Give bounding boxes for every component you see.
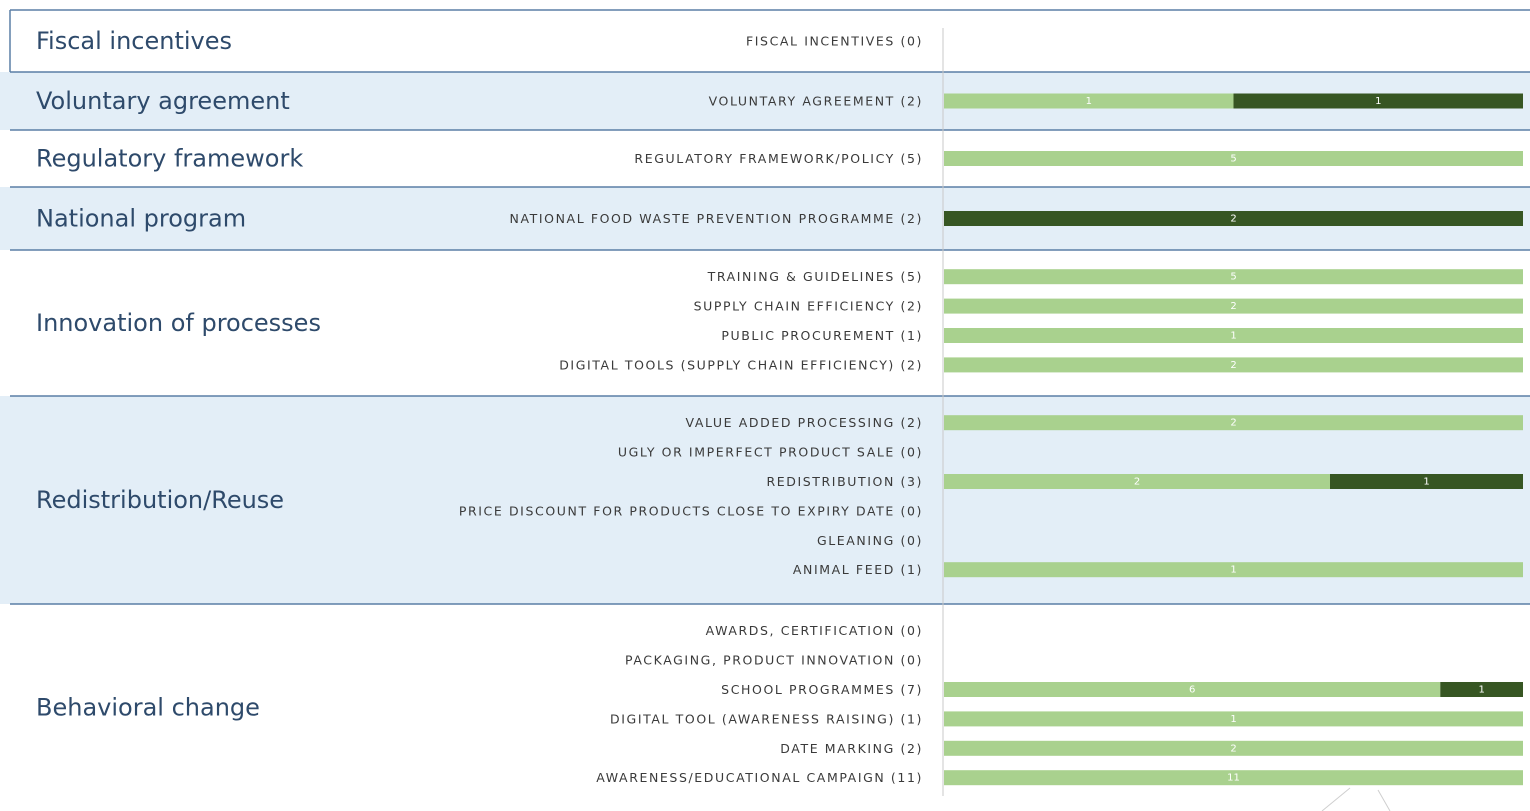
bar-value-label: 2 [1230,213,1237,225]
subcategory-label: GLEANING (0) [816,532,923,548]
subcategory-label: UGLY OR IMPERFECT PRODUCT SALE (0) [617,444,923,460]
subcategory-label: VALUE ADDED PROCESSING (2) [685,415,923,431]
subcategory-label: TRAINING & GUIDELINES (5) [707,269,923,285]
subcategory-label: NATIONAL FOOD WASTE PREVENTION PROGRAMME (2) [509,211,923,226]
bar-value-label: 5 [1230,153,1237,165]
subcategory-label: ANIMAL FEED (1) [792,562,923,578]
subcategory-label: REDISTRIBUTION (3) [766,474,923,489]
subcategory-label: PUBLIC PROCUREMENT (1) [721,328,923,343]
bar-value-label: 1 [1085,96,1092,107]
subcategory-label: PACKAGING, PRODUCT INNOVATION (0) [625,652,923,668]
category-label: Fiscal incentives [36,27,233,55]
subcategory-label: DIGITAL TOOLS (SUPPLY CHAIN EFFICIENCY) (2) [559,357,923,373]
subcategory-label: PRICE DISCOUNT FOR PRODUCTS CLOSE TO EXPIRY DATE (0) [458,503,923,519]
category-label: Voluntary agreement [36,87,290,115]
subcategory-label: VOLUNTARY AGREEMENT (2) [708,93,923,109]
category-label: Innovation of processes [36,309,321,337]
subcategory-label: DATE MARKING (2) [780,740,923,756]
bar-value-label: 5 [1230,271,1237,283]
bar-value-label: 1 [1230,713,1237,725]
category-label: National program [36,204,247,233]
subcategory-label: AWARENESS/EDUCATIONAL CAMPAIGN (11) [596,770,923,786]
bar-value-label: 2 [1230,417,1237,429]
subcategory-label: REGULATORY FRAMEWORK/POLICY (5) [634,151,923,166]
subcategory-label: FISCAL INCENTIVES (0) [745,33,923,49]
subcategory-label: AWARDS, CERTIFICATION (0) [705,623,923,639]
bar-value-label: 1 [1230,564,1237,576]
bar-value-label: 1 [1478,684,1485,696]
subcategory-label: DIGITAL TOOL (AWARENESS RAISING) (1) [610,711,923,727]
bar-value-label: 2 [1230,301,1237,313]
bar-value-label: 1 [1375,96,1382,107]
category-label: Redistribution/Reuse [36,486,285,514]
bar-value-label: 1 [1423,476,1430,488]
subcategory-label: SUPPLY CHAIN EFFICIENCY (2) [693,298,923,314]
subcategory-label: SCHOOL PROGRAMMES (7) [721,682,923,697]
bar-value-label: 2 [1230,743,1237,755]
category-label: Regulatory framework [36,144,304,173]
category-label: Behavioral change [36,693,260,722]
bar-value-label: 1 [1230,330,1237,342]
bar-value-label: 2 [1230,359,1237,371]
bar-value-label: 2 [1133,476,1141,488]
bar-value-label: 6 [1188,684,1196,696]
bar-value-label: 11 [1227,772,1240,784]
